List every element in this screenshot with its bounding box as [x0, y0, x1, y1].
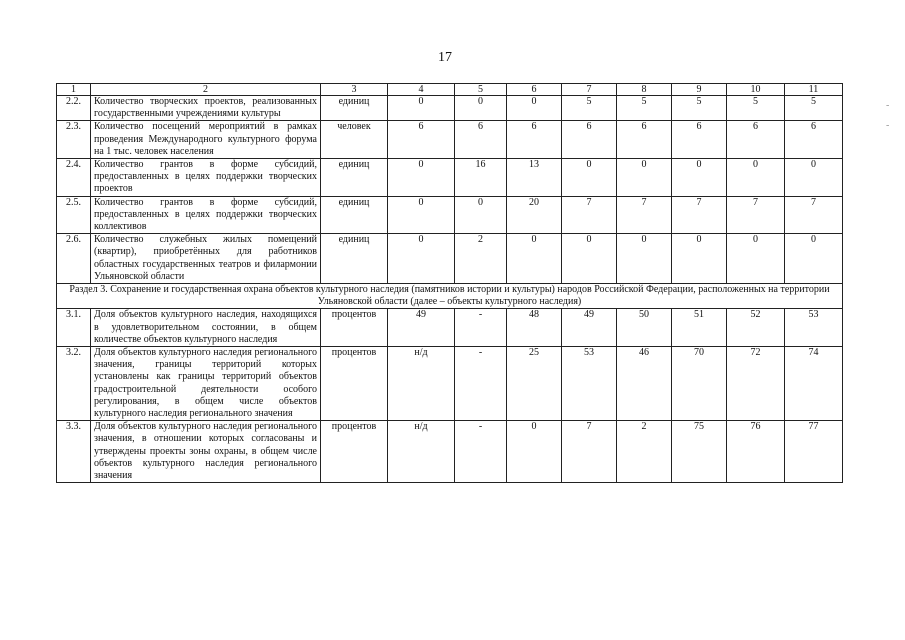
value-cell: 6	[617, 121, 672, 159]
value-cell: 6	[672, 121, 727, 159]
section-3-title: Раздел 3. Сохранение и государственная охрана объектов культурного наследия (памятников истории и культуры) народов Российской Федерации, расположенных на территории Ульяновской области (далее – объекты культурного наследия)	[57, 284, 843, 309]
value-cell: 0	[562, 234, 617, 284]
value-cell: 76	[727, 421, 785, 483]
value-cell: н/д	[388, 347, 455, 421]
value-cell: 5	[785, 96, 843, 121]
value-cell: -	[455, 347, 507, 421]
header-cell: 9	[672, 84, 727, 96]
table-row	[57, 159, 843, 197]
value-cell: 0	[388, 96, 455, 121]
table-row	[57, 234, 843, 284]
value-cell: 6	[727, 121, 785, 159]
value-cell: 6	[785, 121, 843, 159]
value-cell: 0	[507, 421, 562, 483]
margin-mark: -	[886, 100, 890, 111]
header-cell: 10	[727, 84, 785, 96]
row-number: 2.3.	[57, 121, 91, 159]
header-cell: 4	[388, 84, 455, 96]
value-cell: 53	[562, 347, 617, 421]
value-cell: 0	[388, 159, 455, 197]
value-cell: 48	[507, 309, 562, 347]
value-cell: 6	[455, 121, 507, 159]
value-cell: 5	[562, 96, 617, 121]
indicator-name: Количество посещений мероприятий в рамках проведения Международного культурного форума на 1 тыс. человек населения	[91, 121, 321, 159]
indicator-name: Количество грантов в форме субсидий, предоставленных в целях поддержки творческих коллективов	[91, 196, 321, 234]
indicator-name: Доля объектов культурного наследия регионального значения, в отношении которых согласованы и утверждены проекты зоны охраны, в общем числе объектов культурного наследия регионального значения	[91, 421, 321, 483]
column-number-row	[57, 84, 843, 96]
value-cell: 5	[617, 96, 672, 121]
value-cell: 52	[727, 309, 785, 347]
indicator-name: Доля объектов культурного наследия регионального значения, границы территорий которых установлены как границы территорий объектов градостроительной деятельности особого регулирования, в общем числе объектов культурного наследия регионального значения	[91, 347, 321, 421]
page-number: 17	[438, 50, 452, 65]
value-cell: 6	[388, 121, 455, 159]
value-cell: 0	[672, 159, 727, 197]
indicator-name: Количество служебных жилых помещений (квартир), приобретённых для работников областных государственных театров и филармонии Ульяновской области	[91, 234, 321, 284]
value-cell: -	[455, 309, 507, 347]
row-number: 2.6.	[57, 234, 91, 284]
table-row	[57, 347, 843, 421]
margin-mark: -	[886, 120, 890, 131]
value-cell: 0	[617, 159, 672, 197]
value-cell: 0	[785, 159, 843, 197]
table-row	[57, 121, 843, 159]
header-cell: 8	[617, 84, 672, 96]
row-number: 2.4.	[57, 159, 91, 197]
value-cell: 2	[455, 234, 507, 284]
value-cell: 0	[388, 234, 455, 284]
unit-cell: процентов	[321, 347, 388, 421]
value-cell: 0	[455, 96, 507, 121]
value-cell: 6	[562, 121, 617, 159]
unit-cell: единиц	[321, 234, 388, 284]
value-cell: н/д	[388, 421, 455, 483]
indicator-name: Доля объектов культурного наследия, находящихся в удовлетворительном состоянии, в общем количестве объектов культурного наследия	[91, 309, 321, 347]
table-row	[57, 421, 843, 483]
header-cell: 7	[562, 84, 617, 96]
table-row	[57, 309, 843, 347]
value-cell: 16	[455, 159, 507, 197]
value-cell: 2	[617, 421, 672, 483]
value-cell: 20	[507, 196, 562, 234]
value-cell: 77	[785, 421, 843, 483]
value-cell: 46	[617, 347, 672, 421]
value-cell: 0	[785, 234, 843, 284]
table-row	[57, 96, 843, 121]
row-number: 2.2.	[57, 96, 91, 121]
value-cell: 0	[562, 159, 617, 197]
header-cell: 11	[785, 84, 843, 96]
value-cell: 0	[672, 234, 727, 284]
value-cell: 72	[727, 347, 785, 421]
value-cell: -	[455, 421, 507, 483]
row-number: 2.5.	[57, 196, 91, 234]
unit-cell: процентов	[321, 421, 388, 483]
value-cell: 7	[727, 196, 785, 234]
value-cell: 7	[562, 421, 617, 483]
header-cell: 6	[507, 84, 562, 96]
value-cell: 13	[507, 159, 562, 197]
value-cell: 51	[672, 309, 727, 347]
row-number: 3.1.	[57, 309, 91, 347]
value-cell: 75	[672, 421, 727, 483]
value-cell: 6	[507, 121, 562, 159]
unit-cell: процентов	[321, 309, 388, 347]
header-cell: 3	[321, 84, 388, 96]
value-cell: 50	[617, 309, 672, 347]
value-cell: 0	[727, 159, 785, 197]
unit-cell: единиц	[321, 96, 388, 121]
row-number: 3.2.	[57, 347, 91, 421]
value-cell: 74	[785, 347, 843, 421]
indicator-name: Количество грантов в форме субсидий, предоставленных в целях поддержки творческих проектов	[91, 159, 321, 197]
value-cell: 7	[672, 196, 727, 234]
row-number: 3.3.	[57, 421, 91, 483]
header-cell: 1	[57, 84, 91, 96]
value-cell: 0	[507, 96, 562, 121]
value-cell: 7	[785, 196, 843, 234]
table-row	[57, 196, 843, 234]
value-cell: 7	[617, 196, 672, 234]
indicator-table	[56, 83, 843, 483]
value-cell: 70	[672, 347, 727, 421]
value-cell: 7	[562, 196, 617, 234]
header-cell: 2	[91, 84, 321, 96]
value-cell: 25	[507, 347, 562, 421]
unit-cell: единиц	[321, 196, 388, 234]
value-cell: 49	[388, 309, 455, 347]
value-cell: 5	[672, 96, 727, 121]
value-cell: 0	[455, 196, 507, 234]
value-cell: 0	[617, 234, 672, 284]
value-cell: 5	[727, 96, 785, 121]
value-cell: 0	[727, 234, 785, 284]
value-cell: 49	[562, 309, 617, 347]
value-cell: 53	[785, 309, 843, 347]
unit-cell: единиц	[321, 159, 388, 197]
unit-cell: человек	[321, 121, 388, 159]
indicator-name: Количество творческих проектов, реализованных государственными учреждениями культуры	[91, 96, 321, 121]
section-row	[57, 284, 843, 309]
header-cell: 5	[455, 84, 507, 96]
value-cell: 0	[507, 234, 562, 284]
value-cell: 0	[388, 196, 455, 234]
